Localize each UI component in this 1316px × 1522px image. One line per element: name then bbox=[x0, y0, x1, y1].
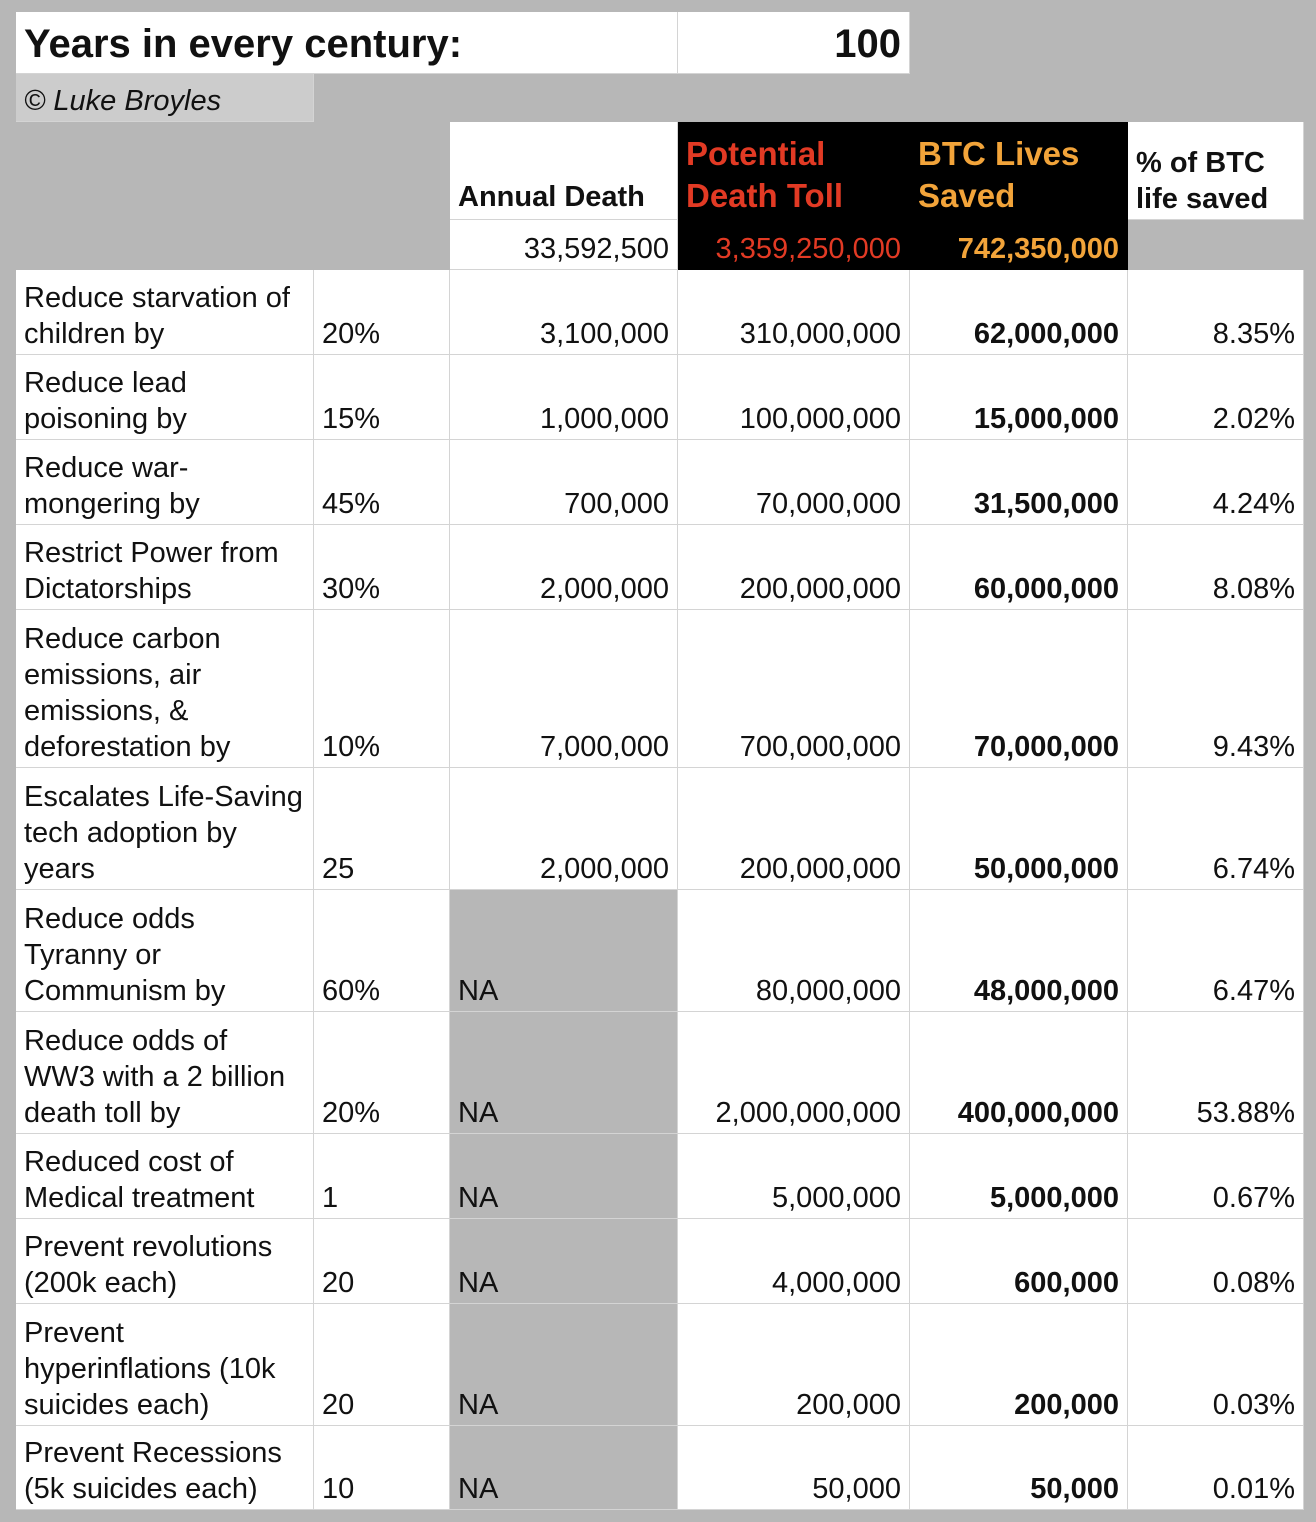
row-btc-lives-saved-cell[interactable] bbox=[910, 1219, 1128, 1304]
row-annual-death: NA bbox=[458, 975, 499, 1007]
row-label-cell[interactable] bbox=[16, 525, 314, 610]
row-label: Reduced cost of Medical treatment bbox=[24, 1146, 255, 1214]
total-btc-lives-saved-value: 742,350,000 bbox=[957, 233, 1119, 265]
row-annual-death: 7,000,000 bbox=[539, 731, 669, 763]
row-factor-cell[interactable] bbox=[314, 768, 450, 890]
row-pct-btc-life-saved: 0.01% bbox=[1212, 1473, 1295, 1505]
row-factor-cell[interactable] bbox=[314, 355, 450, 440]
row-label-cell[interactable] bbox=[16, 1134, 314, 1219]
title-label-cell[interactable] bbox=[16, 12, 678, 74]
row-label: Prevent hyperinflations (10k suicides each) bbox=[24, 1317, 276, 1421]
copyright-text: © Luke Broyles bbox=[24, 85, 222, 117]
row-btc-lives-saved-cell[interactable] bbox=[910, 440, 1128, 525]
row-label-cell[interactable] bbox=[16, 768, 314, 890]
row-annual-death: NA bbox=[458, 1389, 499, 1421]
row-factor-cell[interactable] bbox=[314, 440, 450, 525]
row-annual-death: NA bbox=[458, 1473, 499, 1505]
row-btc-lives-saved: 50,000,000 bbox=[973, 853, 1119, 885]
row-annual-death-cell[interactable] bbox=[450, 1304, 678, 1426]
row-pct-btc-life-saved: 6.47% bbox=[1212, 975, 1295, 1007]
row-annual-death-cell[interactable] bbox=[450, 1219, 678, 1304]
row-potential-death-toll-cell[interactable] bbox=[678, 1219, 910, 1304]
row-pct-btc-life-saved-cell[interactable] bbox=[1128, 1134, 1304, 1219]
row-factor: 20% bbox=[322, 318, 381, 350]
row-btc-lives-saved: 48,000,000 bbox=[973, 975, 1119, 1007]
row-potential-death-toll: 200,000,000 bbox=[739, 853, 901, 885]
total-potential-death-toll-value: 3,359,250,000 bbox=[715, 233, 901, 265]
row-factor-cell[interactable] bbox=[314, 525, 450, 610]
row-label: Restrict Power from Dictatorships bbox=[24, 537, 279, 605]
row-btc-lives-saved-cell[interactable] bbox=[910, 890, 1128, 1012]
row-factor: 20 bbox=[322, 1267, 355, 1299]
total-potential-death-toll[interactable] bbox=[678, 220, 910, 270]
row-potential-death-toll: 700,000,000 bbox=[739, 731, 901, 763]
row-label: Escalates Life-Saving tech adoption by years bbox=[24, 781, 303, 885]
row-btc-lives-saved: 70,000,000 bbox=[973, 731, 1119, 763]
row-annual-death: 2,000,000 bbox=[539, 573, 669, 605]
row-factor: 10 bbox=[322, 1473, 355, 1505]
row-annual-death: 1,000,000 bbox=[539, 403, 669, 435]
row-label: Reduce starvation of children by bbox=[24, 282, 290, 350]
row-factor: 20% bbox=[322, 1097, 381, 1129]
row-potential-death-toll-cell[interactable] bbox=[678, 440, 910, 525]
row-potential-death-toll-cell[interactable] bbox=[678, 890, 910, 1012]
row-pct-btc-life-saved: 2.02% bbox=[1212, 403, 1295, 435]
row-factor-cell[interactable] bbox=[314, 890, 450, 1012]
header-btc-lives-saved-label: BTC Lives Saved bbox=[918, 135, 1080, 214]
row-pct-btc-life-saved-cell[interactable] bbox=[1128, 1304, 1304, 1426]
row-btc-lives-saved-cell[interactable] bbox=[910, 1426, 1128, 1510]
row-annual-death: NA bbox=[458, 1097, 499, 1129]
row-btc-lives-saved-cell[interactable] bbox=[910, 610, 1128, 768]
row-potential-death-toll: 200,000,000 bbox=[739, 573, 901, 605]
row-btc-lives-saved-cell[interactable] bbox=[910, 1304, 1128, 1426]
row-factor: 15% bbox=[322, 403, 381, 435]
row-potential-death-toll-cell[interactable] bbox=[678, 1426, 910, 1510]
row-btc-lives-saved-cell[interactable] bbox=[910, 525, 1128, 610]
row-potential-death-toll: 4,000,000 bbox=[771, 1267, 901, 1299]
row-annual-death: 2,000,000 bbox=[539, 853, 669, 885]
row-btc-lives-saved-cell[interactable] bbox=[910, 1134, 1128, 1219]
row-pct-btc-life-saved-cell[interactable] bbox=[1128, 355, 1304, 440]
row-annual-death-cell[interactable] bbox=[450, 270, 678, 355]
row-factor-cell[interactable] bbox=[314, 1426, 450, 1510]
header-potential-death-toll-label: Potential Death Toll bbox=[686, 135, 844, 214]
row-factor: 1 bbox=[322, 1182, 339, 1214]
row-pct-btc-life-saved: 4.24% bbox=[1212, 488, 1295, 520]
title-value-cell[interactable] bbox=[678, 12, 910, 74]
row-label-cell[interactable] bbox=[16, 1304, 314, 1426]
row-btc-lives-saved: 600,000 bbox=[1014, 1267, 1119, 1299]
total-annual-death[interactable] bbox=[450, 220, 678, 270]
row-pct-btc-life-saved-cell[interactable] bbox=[1128, 1219, 1304, 1304]
row-potential-death-toll: 100,000,000 bbox=[739, 403, 901, 435]
row-btc-lives-saved: 60,000,000 bbox=[973, 573, 1119, 605]
row-factor-cell[interactable] bbox=[314, 270, 450, 355]
row-label-cell[interactable] bbox=[16, 440, 314, 525]
row-annual-death: 700,000 bbox=[564, 488, 669, 520]
row-label-cell[interactable] bbox=[16, 355, 314, 440]
header-pct-btc-life-saved[interactable] bbox=[1128, 122, 1304, 220]
row-potential-death-toll: 80,000,000 bbox=[755, 975, 901, 1007]
row-factor: 45% bbox=[322, 488, 381, 520]
row-annual-death-cell[interactable] bbox=[450, 1426, 678, 1510]
row-pct-btc-life-saved: 0.67% bbox=[1212, 1182, 1295, 1214]
row-pct-btc-life-saved: 6.74% bbox=[1212, 853, 1295, 885]
row-btc-lives-saved: 200,000 bbox=[1014, 1389, 1119, 1421]
row-label-cell[interactable] bbox=[16, 610, 314, 768]
row-label-cell[interactable] bbox=[16, 270, 314, 355]
row-pct-btc-life-saved-cell[interactable] bbox=[1128, 1012, 1304, 1134]
row-annual-death: NA bbox=[458, 1267, 499, 1299]
title-label: Years in every century: bbox=[24, 22, 463, 66]
row-potential-death-toll-cell[interactable] bbox=[678, 355, 910, 440]
row-label: Reduce odds of WW3 with a 2 billion death toll by bbox=[24, 1025, 286, 1129]
row-pct-btc-life-saved: 53.88% bbox=[1196, 1097, 1295, 1129]
row-potential-death-toll-cell[interactable] bbox=[678, 1134, 910, 1219]
row-label-cell[interactable] bbox=[16, 1426, 314, 1510]
row-factor: 20 bbox=[322, 1389, 355, 1421]
header-pct-btc-life-saved-label: % of BTC life saved bbox=[1136, 147, 1269, 215]
row-label-cell[interactable] bbox=[16, 1012, 314, 1134]
row-btc-lives-saved-cell[interactable] bbox=[910, 355, 1128, 440]
row-btc-lives-saved: 5,000,000 bbox=[989, 1182, 1119, 1214]
row-potential-death-toll-cell[interactable] bbox=[678, 610, 910, 768]
row-label: Prevent Recessions (5k suicides each) bbox=[24, 1437, 282, 1505]
row-annual-death: 3,100,000 bbox=[539, 318, 669, 350]
header-btc-lives-saved[interactable] bbox=[910, 122, 1128, 220]
row-btc-lives-saved: 15,000,000 bbox=[973, 403, 1119, 435]
header-potential-death-toll[interactable] bbox=[678, 122, 910, 220]
row-btc-lives-saved-cell[interactable] bbox=[910, 1012, 1128, 1134]
row-btc-lives-saved: 50,000 bbox=[1030, 1473, 1119, 1505]
header-annual-death-label: Annual Death bbox=[458, 181, 645, 213]
row-annual-death-cell[interactable] bbox=[450, 890, 678, 1012]
row-btc-lives-saved-cell[interactable] bbox=[910, 270, 1128, 355]
total-btc-lives-saved[interactable] bbox=[910, 220, 1128, 270]
row-potential-death-toll-cell[interactable] bbox=[678, 270, 910, 355]
row-label: Reduce carbon emissions, air emissions, & deforestation by bbox=[24, 623, 231, 763]
row-label: Prevent revolutions (200k each) bbox=[24, 1231, 273, 1299]
row-pct-btc-life-saved-cell[interactable] bbox=[1128, 525, 1304, 610]
row-label: Reduce lead poisoning by bbox=[24, 367, 187, 435]
row-potential-death-toll: 2,000,000,000 bbox=[715, 1097, 901, 1129]
row-potential-death-toll: 70,000,000 bbox=[755, 488, 901, 520]
row-factor-cell[interactable] bbox=[314, 1134, 450, 1219]
total-annual-death-value: 33,592,500 bbox=[523, 233, 669, 265]
row-annual-death-cell[interactable] bbox=[450, 1134, 678, 1219]
row-pct-btc-life-saved-cell[interactable] bbox=[1128, 768, 1304, 890]
row-btc-lives-saved: 400,000,000 bbox=[957, 1097, 1119, 1129]
row-annual-death-cell[interactable] bbox=[450, 768, 678, 890]
row-factor: 25 bbox=[322, 853, 355, 885]
row-potential-death-toll: 5,000,000 bbox=[771, 1182, 901, 1214]
row-annual-death-cell[interactable] bbox=[450, 525, 678, 610]
row-annual-death-cell[interactable] bbox=[450, 1012, 678, 1134]
row-factor-cell[interactable] bbox=[314, 1219, 450, 1304]
row-pct-btc-life-saved: 0.03% bbox=[1212, 1389, 1295, 1421]
row-potential-death-toll: 200,000 bbox=[796, 1389, 901, 1421]
row-pct-btc-life-saved-cell[interactable] bbox=[1128, 440, 1304, 525]
row-potential-death-toll: 50,000 bbox=[812, 1473, 901, 1505]
row-pct-btc-life-saved: 0.08% bbox=[1212, 1267, 1295, 1299]
row-factor: 30% bbox=[322, 573, 381, 605]
row-btc-lives-saved: 31,500,000 bbox=[973, 488, 1119, 520]
row-factor-cell[interactable] bbox=[314, 1304, 450, 1426]
header-annual-death[interactable] bbox=[450, 122, 678, 220]
row-label: Reduce war-mongering by bbox=[24, 452, 200, 520]
row-factor: 60% bbox=[322, 975, 381, 1007]
row-potential-death-toll-cell[interactable] bbox=[678, 1304, 910, 1426]
row-label: Reduce odds Tyranny or Communism by bbox=[24, 903, 226, 1007]
row-annual-death: NA bbox=[458, 1182, 499, 1214]
row-potential-death-toll-cell[interactable] bbox=[678, 1012, 910, 1134]
row-btc-lives-saved-cell[interactable] bbox=[910, 768, 1128, 890]
row-annual-death-cell[interactable] bbox=[450, 610, 678, 768]
title-value: 100 bbox=[834, 22, 901, 66]
row-annual-death-cell[interactable] bbox=[450, 355, 678, 440]
row-potential-death-toll-cell[interactable] bbox=[678, 525, 910, 610]
row-potential-death-toll-cell[interactable] bbox=[678, 768, 910, 890]
copyright-cell[interactable] bbox=[16, 74, 314, 122]
row-label-cell[interactable] bbox=[16, 890, 314, 1012]
row-pct-btc-life-saved: 8.35% bbox=[1212, 318, 1295, 350]
row-factor-cell[interactable] bbox=[314, 1012, 450, 1134]
row-annual-death-cell[interactable] bbox=[450, 440, 678, 525]
row-pct-btc-life-saved-cell[interactable] bbox=[1128, 270, 1304, 355]
row-factor: 10% bbox=[322, 731, 381, 763]
row-factor-cell[interactable] bbox=[314, 610, 450, 768]
row-pct-btc-life-saved: 9.43% bbox=[1212, 731, 1295, 763]
row-potential-death-toll: 310,000,000 bbox=[739, 318, 901, 350]
row-pct-btc-life-saved-cell[interactable] bbox=[1128, 610, 1304, 768]
row-label-cell[interactable] bbox=[16, 1219, 314, 1304]
row-pct-btc-life-saved-cell[interactable] bbox=[1128, 890, 1304, 1012]
row-pct-btc-life-saved: 8.08% bbox=[1212, 573, 1295, 605]
row-pct-btc-life-saved-cell[interactable] bbox=[1128, 1426, 1304, 1510]
row-btc-lives-saved: 62,000,000 bbox=[973, 318, 1119, 350]
